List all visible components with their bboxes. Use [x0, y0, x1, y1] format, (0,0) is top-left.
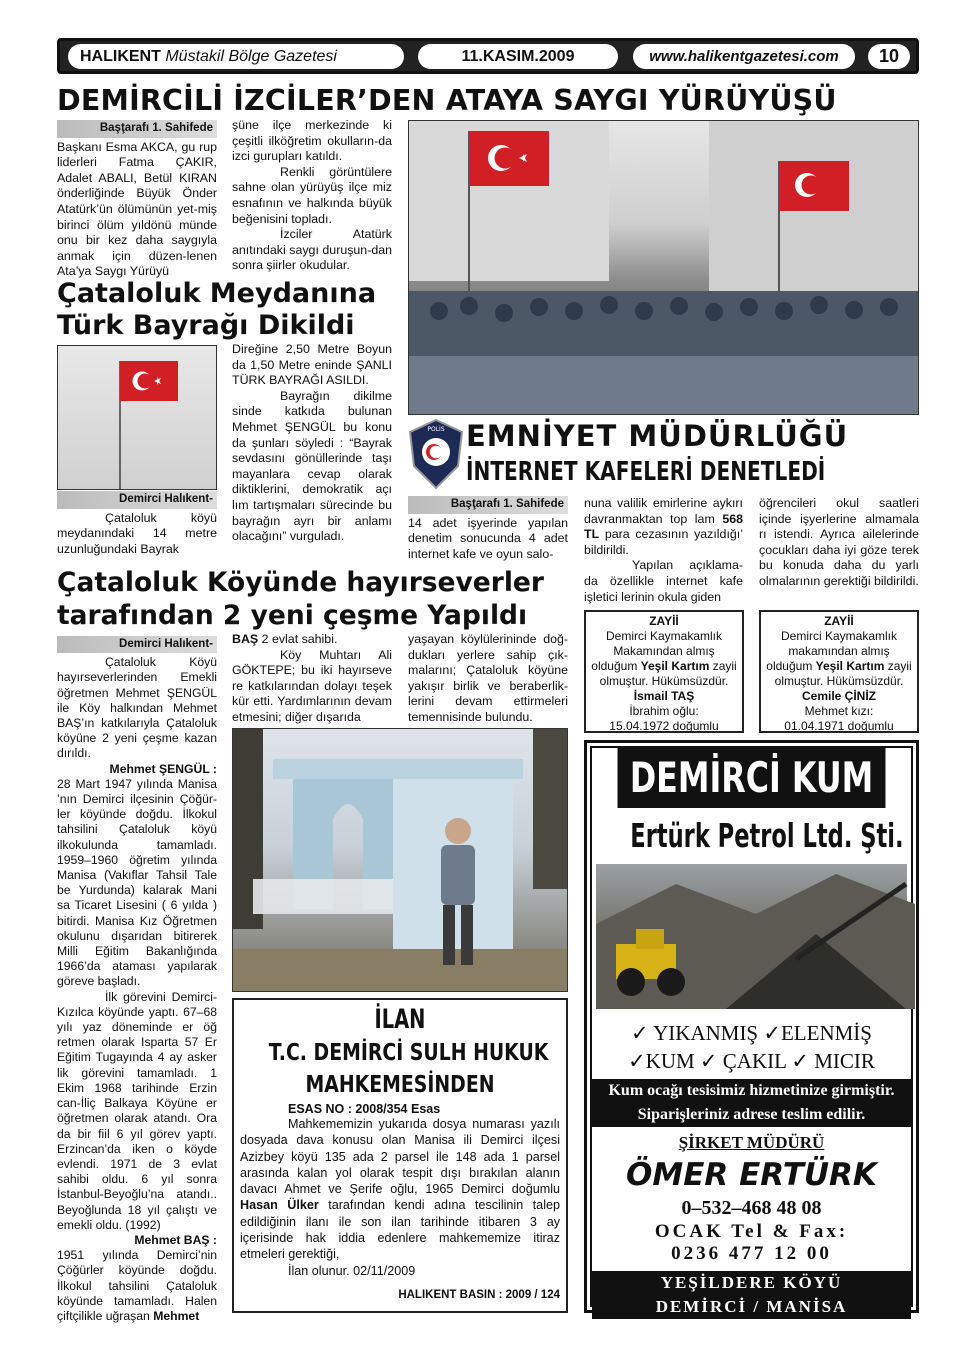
- zayi1-name: İsmail TAŞ: [633, 689, 695, 703]
- masthead: [57, 38, 919, 74]
- article3-col2-p2: Yapılan açıklama-da özellikle internet kafe işletici lerinin okula giden: [584, 558, 743, 604]
- paper-name-pill: [68, 44, 404, 69]
- website-link[interactable]: www.halikentgazetesi.com: [633, 44, 855, 69]
- article4-headline: [57, 566, 577, 632]
- fountain-photo: [232, 728, 568, 992]
- article3-col2-text-a: nuna valilik emirlerine aykırı davranmaktan top lam: [584, 496, 743, 526]
- ad-features-line2: ✓KUM ✓ ÇAKIL ✓ MICIR: [628, 1049, 875, 1073]
- article1-col2: [232, 118, 392, 274]
- court-closing: İlan olunur. 02/11/2009: [288, 1263, 416, 1278]
- fountain-illustration: [233, 729, 568, 992]
- turkish-flag-icon: [120, 361, 178, 401]
- zayi2-text-b: zayii olmuştur. Hükümsüzdür.: [774, 659, 912, 688]
- article4-p4-text: 1951 yılında Demirci’nin Çöğürler köyünde doğdu. İlkokul tahsilini Çataloluk köyünde tamamladı. Halen çiftçilikle uğraşan: [57, 1248, 217, 1323]
- article3-col2-p1: [584, 496, 743, 558]
- article2-headline-line1: Çataloluk Meydanına: [57, 278, 377, 309]
- article4-p1: Çataloluk Köyü hayırseverlerinden Emekli öğretmen Mehmet ŞENGÜL ile Köy halkından Mehmet BAŞ’ın katkılarıyla Çataloluk köyüne 2 yeni çeşme kazan dırıldı.: [57, 655, 217, 761]
- ad-fax-number: 0236 477 12 00: [671, 1243, 832, 1264]
- article2-col1: [57, 491, 217, 557]
- article1-kicker: Başţarafı 1. Sahifede: [57, 120, 217, 138]
- article4-col2-name: BAŞ: [232, 632, 259, 646]
- zayi1-text-b: zayii olmuştur. Hükümsüzdür.: [599, 659, 737, 688]
- zayi1-title: ZAYİİ: [649, 614, 679, 628]
- ad-location: [592, 1271, 911, 1319]
- demirci-kum-ad: [584, 740, 919, 1316]
- ad-location2: DEMİRCİ / MANİSA: [655, 1297, 848, 1316]
- court-notice-body: [240, 1116, 560, 1263]
- article3-col2-text-b: para cezasının yazıldığı’ bildirildi.: [584, 527, 743, 557]
- ad-manager-name: ÖMER ERTÜRK: [626, 1157, 877, 1193]
- article1-col1-text: Başkanı Esma AKCA, gu rup liderleri Fatma ÇAKIR, Adalet ABALI, Betül KIRAN önderliğinde Büyük Önder Atatürk’ün ölümünün yet-miş birinci ölüm yıldönü münde onu bir kez daha saygıyla anmak için düzen-lenen Ata’ya Saygı Yürüyü: [57, 139, 217, 279]
- article3-col2: [584, 496, 743, 605]
- article4-col2: [232, 632, 392, 726]
- article1-p1: şüne ilçe merkezinde ki çeşitli ilköğretim okulların-da izci gurupları katıldı.: [232, 118, 392, 164]
- zayi-notice-1: [584, 610, 744, 733]
- ad-phone: 0–532–468 48 08: [681, 1197, 822, 1219]
- article3-col3-text: öğrencileri okul saatleri içinde işyerlerine almamala rı istendi. Ayrıca ailelerinde çocukları daha iyi göze terek bu konuda daha du yarlı olmalarının gerektiği bildirildi.: [759, 496, 919, 588]
- quarry-photo: [596, 864, 907, 1009]
- article1-p2: Renkli görüntülere sahne olan yürüyüş ilçe miz esnafının ve halkında büyük beğenisini topladı.: [232, 164, 392, 226]
- court-name-line1: T.C. DEMİRCİ SULH HUKUK: [268, 1040, 549, 1066]
- article3-col1: [408, 496, 568, 562]
- article2-headline: [57, 278, 397, 342]
- scouts-photo-illustration: [409, 121, 919, 415]
- article3-headline-line2: İNTERNET KAFELERİ DENETLEDİ: [466, 457, 826, 487]
- article2-kicker: Demirci Halıkent-: [57, 491, 217, 509]
- case-number: ESAS NO : 2008/354 Esas: [288, 1102, 441, 1116]
- flag-pole-photo: [57, 345, 217, 490]
- ad-features-line1: ✓ YIKANMIŞ ✓ELENMİŞ: [631, 1021, 872, 1045]
- court-notice: [232, 998, 568, 1313]
- ad-fax-label: OCAK Tel & Fax:: [654, 1221, 849, 1242]
- article4-kicker: Demirci Halıkent-: [57, 636, 217, 653]
- ad-tagline2: Siparişleriniz adrese teslim edilir.: [637, 1106, 866, 1123]
- ad-company: Ertürk Petrol Ltd. Şti.: [630, 816, 904, 855]
- article4-col3: [408, 632, 568, 726]
- article4-p3: İlk görevini Demirci-Kızılca köyünde yaptı. 67–68 yılı yaz döneminde er öğ retmen olarak Isparta 57 Er Eğitim Tugayında 4 ay asker lik görevini tamamladı. 1 Ekim 1968 tarihinde Erzin can-İliç Balkaya Köyüne er öğretmen olarak atandı. Ora da bir fiil 6 yıl görev yaptı. Erzincan’da iken o köyde evlendi. 1971 de 3 evlat sahibi oldu. 6 yıl sonra İstanbul-Beyoğlu’na atandı.. Beyoğlunda 18 yıl çalıştı ve emekli oldu. (1992): [57, 989, 217, 1232]
- article3-col3: [759, 496, 919, 590]
- article4-col2-p1: 2 evlat sahibi.: [261, 632, 338, 646]
- article2-col2: [232, 342, 392, 545]
- article2-p1: Direğine 2,50 Metre Boyun da 1,50 Metre eninde ŞANLI TÜRK BAYRAĞI ASILDI.: [232, 342, 392, 388]
- zayi2-text: [765, 629, 913, 689]
- zayi1-text: [590, 629, 738, 689]
- article1-headline: DEMİRCİLİ İZCİLER’DEN ATAYA SAYGI YÜRÜYÜŞÜ: [57, 84, 837, 117]
- zayi1-line2: 15.04.1972 doğumlu: [609, 719, 719, 733]
- zayi2-card: Yeşil Kartım: [815, 659, 885, 673]
- article1-p3: İzciler Atatürk anıtındaki saygı duruşun-dan sonra şiirler okudular.: [232, 227, 392, 273]
- article4-headline-line1: Çataloluk Köyünde hayırseverler: [57, 567, 544, 598]
- page-number: 10: [868, 44, 910, 69]
- ad-title: DEMİRCİ KUM: [618, 748, 886, 808]
- ad-taglines: [592, 1079, 911, 1127]
- zayi2-name: Cemile ÇİNİZ: [801, 689, 876, 703]
- paper-name: HALIKENT: [80, 48, 161, 65]
- svg-text:POLİS: POLİS: [427, 426, 445, 433]
- ad-location1: YEŞİLDERE KÖYÜ: [660, 1273, 843, 1292]
- article4-headline-line2: tarafından 2 yeni çeşme Yapıldı: [57, 600, 528, 631]
- article3-col1-text: 14 adet işyerinde yapılan denetim sonucunda 4 adet internet kafe ve oyun salo-: [408, 515, 568, 561]
- police-emblem-icon: [408, 418, 464, 490]
- court-plaintiff: Hasan Ülker: [240, 1198, 319, 1213]
- zayi1-card: Yeşil Kartım: [640, 659, 710, 673]
- ad-manager-role: ŞİRKET MÜDÜRÜ: [678, 1133, 825, 1152]
- court-body-a: Mahkememizin yukarıda dosya numarası yazılı dosyada dava konusu olan Manisa ili Demirci ilçesi Azizbey köyü 135 ada 2 parsel ile 148 ada 1 parsel arasında kalan yol olarak tespit dışı bırakılan alanın davacı Ahmet ve Şerife oğlu, 1965 Demirci doğumlu: [240, 1117, 560, 1197]
- article4-p4: [57, 1248, 217, 1324]
- issue-date: 11.KASIM.2009: [418, 44, 618, 69]
- zayi2-line1: Mehmet kızı:: [804, 704, 874, 718]
- court-name-line2: MAHKEMESİNDEN: [305, 1072, 495, 1098]
- article4-p2: 28 Mart 1947 yılında Manisa ’nın Demirci ilçesinin Çöğür-ler köyünde doğdu. İlkokul tahsilini Çataloluk köyü ilkokulunda tamamladı. 1959–1960 öğretim yılında Manisa (Vakıflar Tahsil Tale be Yurdunda) kalarak Mani sa Ticaret Lisesini ( 6 yılda ) bitirdi. Manisa Kız Öğretmen okulunu dışarıdan bitirerek Milli Eğitim Bakanlığında 1966’da ataması yapılarak göreve başladı.: [57, 776, 217, 989]
- flag-photo-illustration: [58, 346, 217, 490]
- ad-tagline1: Kum ocağı tesisimiz hizmetinize girmiştir.: [608, 1082, 895, 1099]
- zayi2-text-a: Demirci Kaymakamlık makamından almış olduğum: [766, 629, 897, 673]
- article3-kicker: Başţarafı 1. Sahifede: [408, 496, 568, 514]
- scouts-group-photo: [408, 120, 919, 415]
- article2-p2: Bayrağın dikilme sinde katkıda bulunan Mehmet ŞENGÜL bu konu da şunları söyledi : “Bayrak sevdasını gönüllerinde taşı mayanlara cevap olarak diktiklerini, demokratik açı lım tartışmaları sürecinde bu bayrağın ayrı bir anlamı olacağını” vurguladı.: [232, 388, 392, 544]
- article4-subhead-bas: Mehmet BAŞ :: [134, 1232, 217, 1247]
- article4-col2-p2: Köy Muhtarı Ali GÖKTEPE; bu iki hayırseve re katkılarından dolayı teşek kür etti. Yardımlarının devam etmesini; diğer dışarıda: [232, 647, 392, 724]
- zayi1-text-a: Demirci Kaymakamlık Makamından almış olduğum: [591, 629, 722, 673]
- article4-p4-name: Mehmet: [153, 1308, 200, 1323]
- article4-col3-text: yaşayan köylülerininde doğ-dukları yerlere sahip çık-malarını; Çataloluk köyüne yakışır birlik ve beraberlik-lerini devam ettirmeleri temennisinde bulundu.: [408, 632, 568, 724]
- zayi2-line2: 01.04.1971 doğumlu: [784, 719, 894, 733]
- court-notice-footer: HALIKENT BASIN : 2009 / 124: [398, 1288, 560, 1301]
- article4-subhead-sengul: Mehmet ŞENGÜL :: [109, 761, 217, 776]
- article3-fine-amount: 568 TL: [584, 511, 743, 542]
- paper-subtitle: Müstakil Bölge Gazetesi: [165, 48, 337, 65]
- article1-col1: [57, 120, 217, 280]
- article3-headline-line1: EMNİYET MÜDÜRLÜĞÜ: [466, 419, 849, 453]
- zayi1-line1: İbrahim oğlu:: [629, 704, 699, 718]
- court-notice-title: İLAN: [374, 1004, 426, 1035]
- zayi2-title: ZAYİİ: [824, 614, 854, 628]
- quarry-illustration: [596, 864, 915, 1009]
- article2-col1-text: Çataloluk köyü meydanındaki 14 metre uzunluğundaki Bayrak: [57, 510, 217, 556]
- article4-col1: [57, 636, 217, 1324]
- article2-headline-line2: Türk Bayrağı Dikildi: [57, 310, 355, 341]
- court-body-b: tarafından kendi adına tescilinin talep edildiğinin ilanı ile son ilan tarihinde itibaren 3 ay içerisinde hak iddia edenlere mahkememize itiraz etmeleri gerektiği,: [240, 1198, 560, 1262]
- zayi-notice-2: [759, 610, 919, 733]
